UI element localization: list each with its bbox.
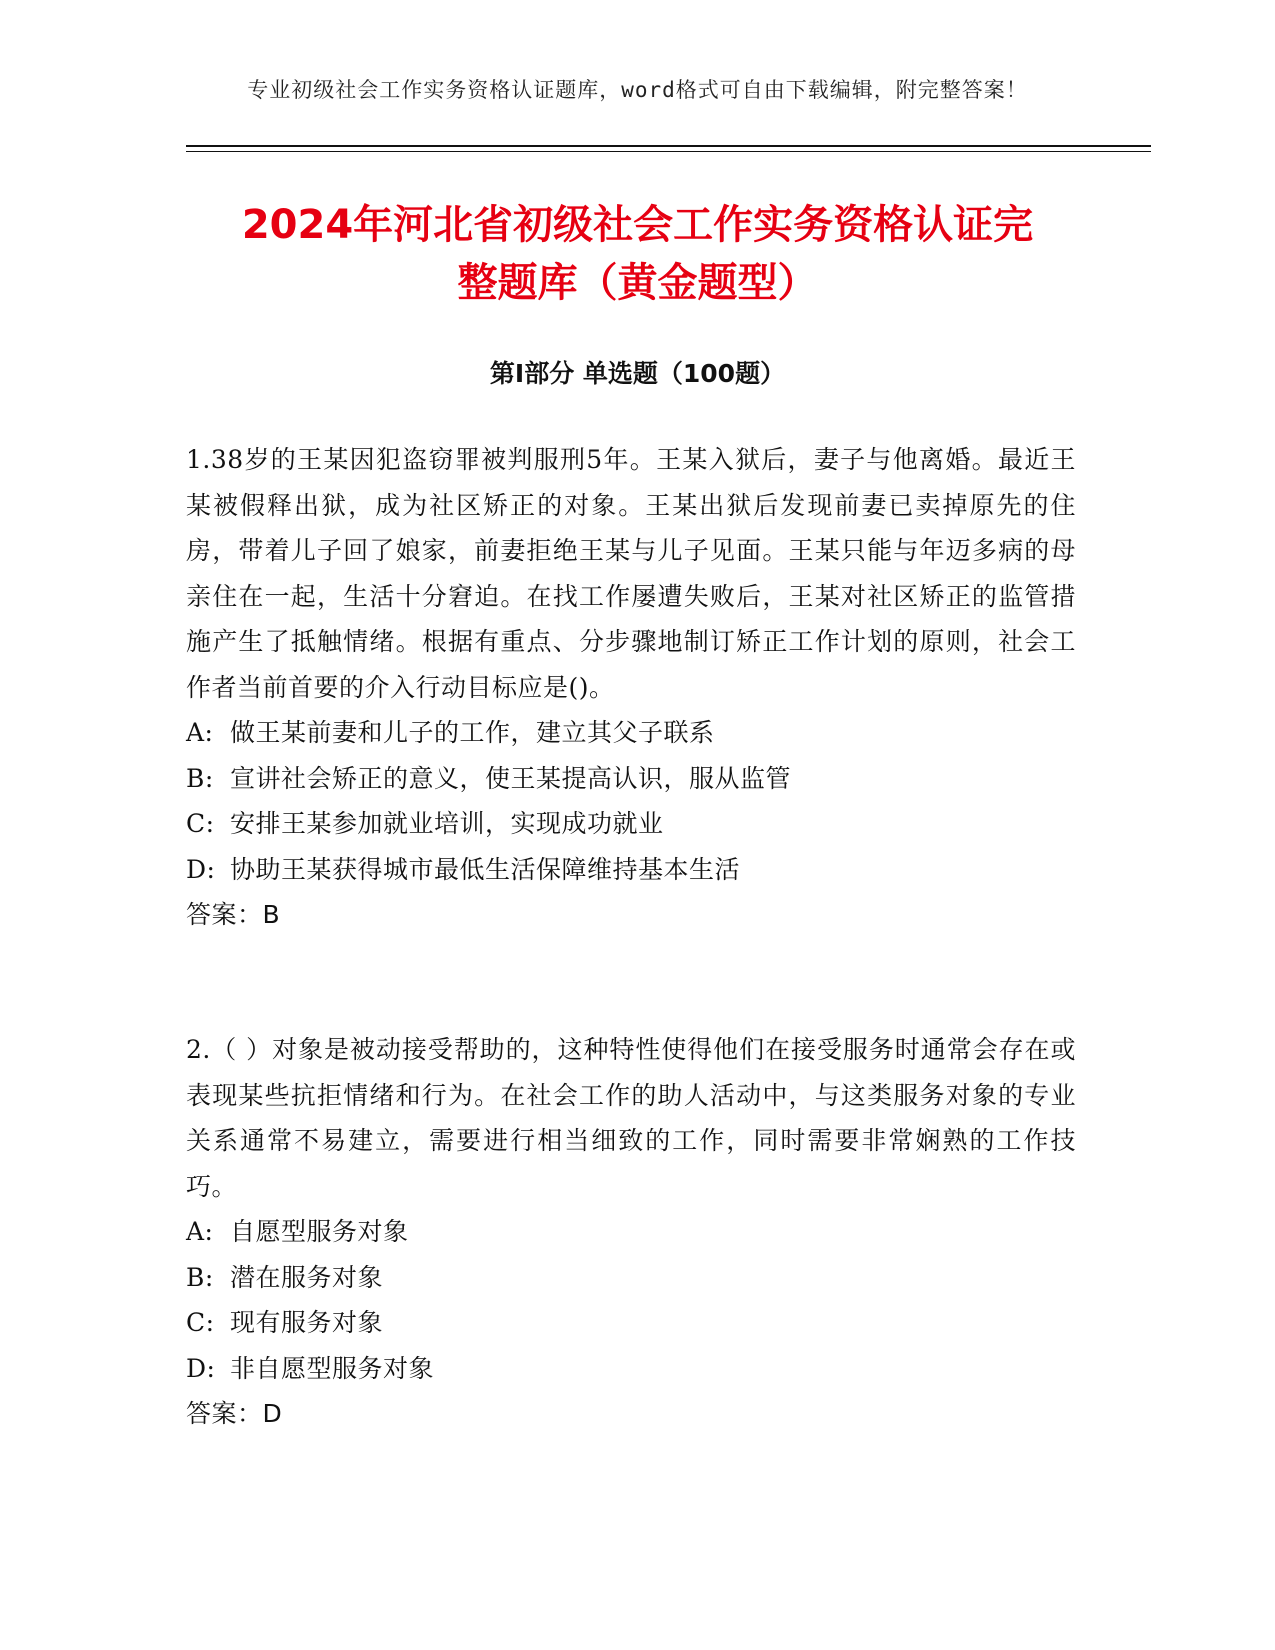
option-text: 宣讲社会矫正的意义，使王某提高认识，服从监管 (230, 763, 792, 793)
option-letter: C: (186, 809, 215, 838)
document-title-line2: 整题库（黄金题型） (457, 260, 818, 306)
option-text: 潜在服务对象 (230, 1262, 384, 1292)
document-title (0, 196, 1275, 312)
option-b (186, 1255, 1076, 1301)
option-text: 自愿型服务对象 (230, 1217, 409, 1246)
option-d (186, 847, 1076, 893)
question-1 (186, 437, 1076, 938)
page-header: 专业初级社会工作实务资格认证题库，word格式可自由下载编辑，附完整答案！ (247, 78, 1028, 102)
option-text: 做王某前妻和儿子的工作，建立其父子联系 (230, 718, 715, 747)
option-text: 现有服务对象 (230, 1308, 384, 1337)
header-rule (186, 145, 1151, 147)
option-letter: B: (186, 1262, 214, 1292)
option-letter: D: (186, 854, 216, 884)
header-rule-thin (186, 151, 1151, 152)
option-d (186, 1346, 1076, 1392)
option-letter: A: (186, 1217, 214, 1246)
option-letter: A: (186, 718, 214, 747)
option-text: 非自愿型服务对象 (230, 1353, 435, 1383)
answer: 答案：D (186, 1399, 283, 1428)
option-letter: B: (186, 763, 214, 793)
option-b (186, 756, 1076, 802)
question-stem: 1.38岁的王某因犯盗窃罪被判服刑5年。王某入狱后，妻子与他离婚。最近王某被假释出狱，成为社区矫正的对象。王某出狱后发现前妻已卖掉原先的住房，带着儿子回了娘家，前妻拒绝王某与儿子见面。王某只能与年迈多病的母亲住在一起，生活十分窘迫。在找工作屡遭失败后，王某对社区矫正的监管措施产生了抵触情绪。根据有重点、分步骤地制订矫正工作计划的原则，社会工作者当前首要的介入行动目标应是()。 (186, 445, 1076, 702)
option-letter: C: (186, 1308, 215, 1337)
answer: 答案：B (186, 900, 281, 929)
option-c (186, 801, 1076, 847)
option-text: 协助王某获得城市最低生活保障维持基本生活 (230, 854, 741, 884)
option-letter: D: (186, 1353, 216, 1383)
question-2 (186, 1027, 1076, 1437)
option-a (186, 1209, 1076, 1255)
section-title: 第Ⅰ部分 单选题（100题） (489, 359, 786, 388)
document-title-line1: 2024年河北省初级社会工作实务资格认证完 (241, 202, 1034, 248)
option-text: 安排王某参加就业培训，实现成功就业 (230, 809, 664, 838)
option-c (186, 1300, 1076, 1346)
option-a (186, 710, 1076, 756)
question-stem: 2.（ ）对象是被动接受帮助的，这种特性使得他们在接受服务时通常会存在或表现某些抗拒情绪和行为。在社会工作的助人活动中，与这类服务对象的专业关系通常不易建立，需要进行相当细致的工作，同时需要非常娴熟的工作技巧。 (186, 1035, 1076, 1201)
